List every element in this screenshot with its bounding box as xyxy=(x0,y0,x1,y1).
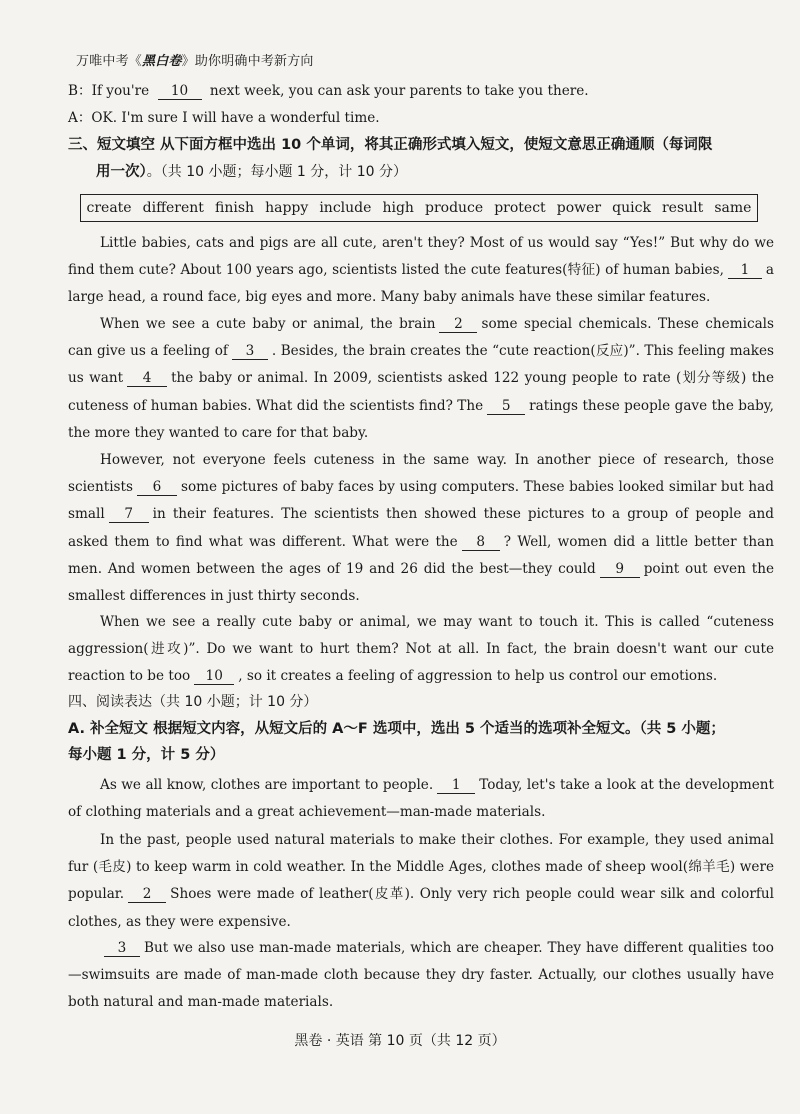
word-option: high xyxy=(382,200,414,216)
passage2-paragraph-3 xyxy=(68,935,774,1017)
text: a large head, a round face, big eyes and more. Many baby animals have these similar features. xyxy=(68,262,774,306)
section3-title-2 xyxy=(96,159,774,185)
blank-9: 9 xyxy=(600,561,640,578)
page-footer: 黑卷 · 英语 第 10 页（共 12 页） xyxy=(294,1033,506,1049)
text: In the past, people used natural materials to make their clothes. For example, they used animal fur (毛皮) to keep warm in cold weather. In the Middle Ages, clothes made of sheep wool(绵羊毛) were popular. xyxy=(68,832,774,903)
word-option: finish xyxy=(214,200,255,216)
blank-1: 1 xyxy=(728,262,762,279)
blank-10: 10 xyxy=(158,83,202,100)
section4-a-title: A. 补全短文 根据短文内容，从短文后的 A～F 选项中，选出 5 个适当的选项补全短文。（共 5 小题； xyxy=(68,721,725,737)
section4-title: 四、阅读表达（共 10 小题；计 10 分） xyxy=(68,694,318,710)
blank-3: 3 xyxy=(232,343,268,360)
blank-4: 4 xyxy=(127,370,167,387)
text: the baby or animal. In 2009, scientists asked 122 young people to rate (划分等级) the cuteness of human babies. What did the scientists find? The xyxy=(68,370,774,414)
section4-a-title-2: 每小题 1 分，计 5 分） xyxy=(68,747,225,763)
word-option: protect xyxy=(494,200,546,216)
header-brand: 黑白卷 xyxy=(142,54,182,69)
text: . Besides, the brain creates the “cute reaction(反应)”. This feeling makes us want xyxy=(68,343,774,387)
blank-10: 10 xyxy=(194,668,234,685)
text: , so it creates a feeling of aggression to help us control our emotions. xyxy=(238,668,718,685)
text: point out even the smallest differences in just thirty seconds. xyxy=(68,560,774,605)
text: But we also use man-made materials, which are cheaper. They have different qualities too—swimsuits are made of man-made cloth because they dry faster. Actually, our clothes usually have both natural and man-made materials. xyxy=(68,940,774,1011)
text: some pictures of baby faces by using computers. These babies looked similar but had small xyxy=(68,479,774,523)
text: As we all know, clothes are important to people. xyxy=(100,777,434,793)
blank-2: 2 xyxy=(439,316,477,333)
word-option: create xyxy=(86,200,132,216)
word-option: produce xyxy=(424,200,484,216)
word-option: quick xyxy=(612,200,651,216)
blank-7: 7 xyxy=(109,506,149,523)
page-header xyxy=(76,50,314,69)
word-option: power xyxy=(556,200,602,216)
text: ? Well, women did a little better than men. And women between the ages of 19 and 26 did the best—they could xyxy=(68,533,774,577)
text: Shoes were made of leather(皮革). Only very rich people could wear silk and colorful clothes, as they were expensive. xyxy=(68,886,774,930)
blank-8: 8 xyxy=(462,534,500,551)
section3-title: 三、短文填空 从下面方框中选出 10 个单词，将其正确形式填入短文，使短文意思正确通顺（每词限 xyxy=(68,137,713,153)
dialog-b-text: B：If you're xyxy=(68,83,150,99)
dialog-line-b xyxy=(68,78,774,104)
passage1-paragraph-4 xyxy=(68,609,774,691)
text: However, not everyone feels cuteness in the same way. In another piece of research, those scientists xyxy=(68,452,774,496)
blank-a2: 2 xyxy=(128,886,166,903)
text: ratings these people gave the baby, the more they wanted to care for that baby. xyxy=(68,397,774,441)
passage1-paragraph-2 xyxy=(68,311,774,447)
blank-a3: 3 xyxy=(104,940,140,957)
dialog-line-a: A：OK. I'm sure I will have a wonderful time. xyxy=(68,110,380,126)
text: Little babies, cats and pigs are all cute, aren't they? Most of us would say “Yes!” But why do we find them cute? About 100 years ago, scientists listed the cute features(特征) of human babies, xyxy=(68,235,774,279)
header-prefix: 万唯中考《 xyxy=(76,54,143,69)
blank-6: 6 xyxy=(137,479,177,496)
text: some special chemicals. These chemicals can give us a feeling of xyxy=(68,316,775,360)
passage2-paragraph-1 xyxy=(68,772,774,826)
dialog-b-text-2: next week, you can ask your parents to take you there. xyxy=(209,83,589,99)
text: in their features. The scientists then showed these pictures to a group of people and asked them to find what was different. What were the xyxy=(68,506,774,550)
blank-a1: 1 xyxy=(437,777,475,794)
text: Today, let's take a look at the development of clothing materials and a great achievement—man-made materials. xyxy=(68,777,775,821)
text: When we see a cute baby or animal, the brain xyxy=(100,316,436,332)
header-suffix: 》助你明确中考新方向 xyxy=(181,54,314,69)
word-option: include xyxy=(319,200,372,216)
passage2-paragraph-2 xyxy=(68,827,774,936)
section3-title-bold: 用一次） xyxy=(96,164,147,180)
text: When we see a really cute baby or animal, we may want to touch it. This is called “cuteness aggression(进攻)”. Do we want to hurt them? Not at all. In fact, the brain doesn't want our cute reaction to be too xyxy=(68,614,774,685)
word-option: happy xyxy=(265,200,309,216)
word-option: different xyxy=(142,200,204,216)
blank-5: 5 xyxy=(487,398,525,415)
passage1-paragraph-3 xyxy=(68,447,774,610)
section3-title-rest: 。（共 10 小题；每小题 1 分，计 10 分） xyxy=(146,164,407,180)
word-option: result xyxy=(661,200,704,216)
word-option: same xyxy=(714,200,752,216)
word-box xyxy=(80,194,758,222)
passage1-paragraph-1 xyxy=(68,230,774,312)
